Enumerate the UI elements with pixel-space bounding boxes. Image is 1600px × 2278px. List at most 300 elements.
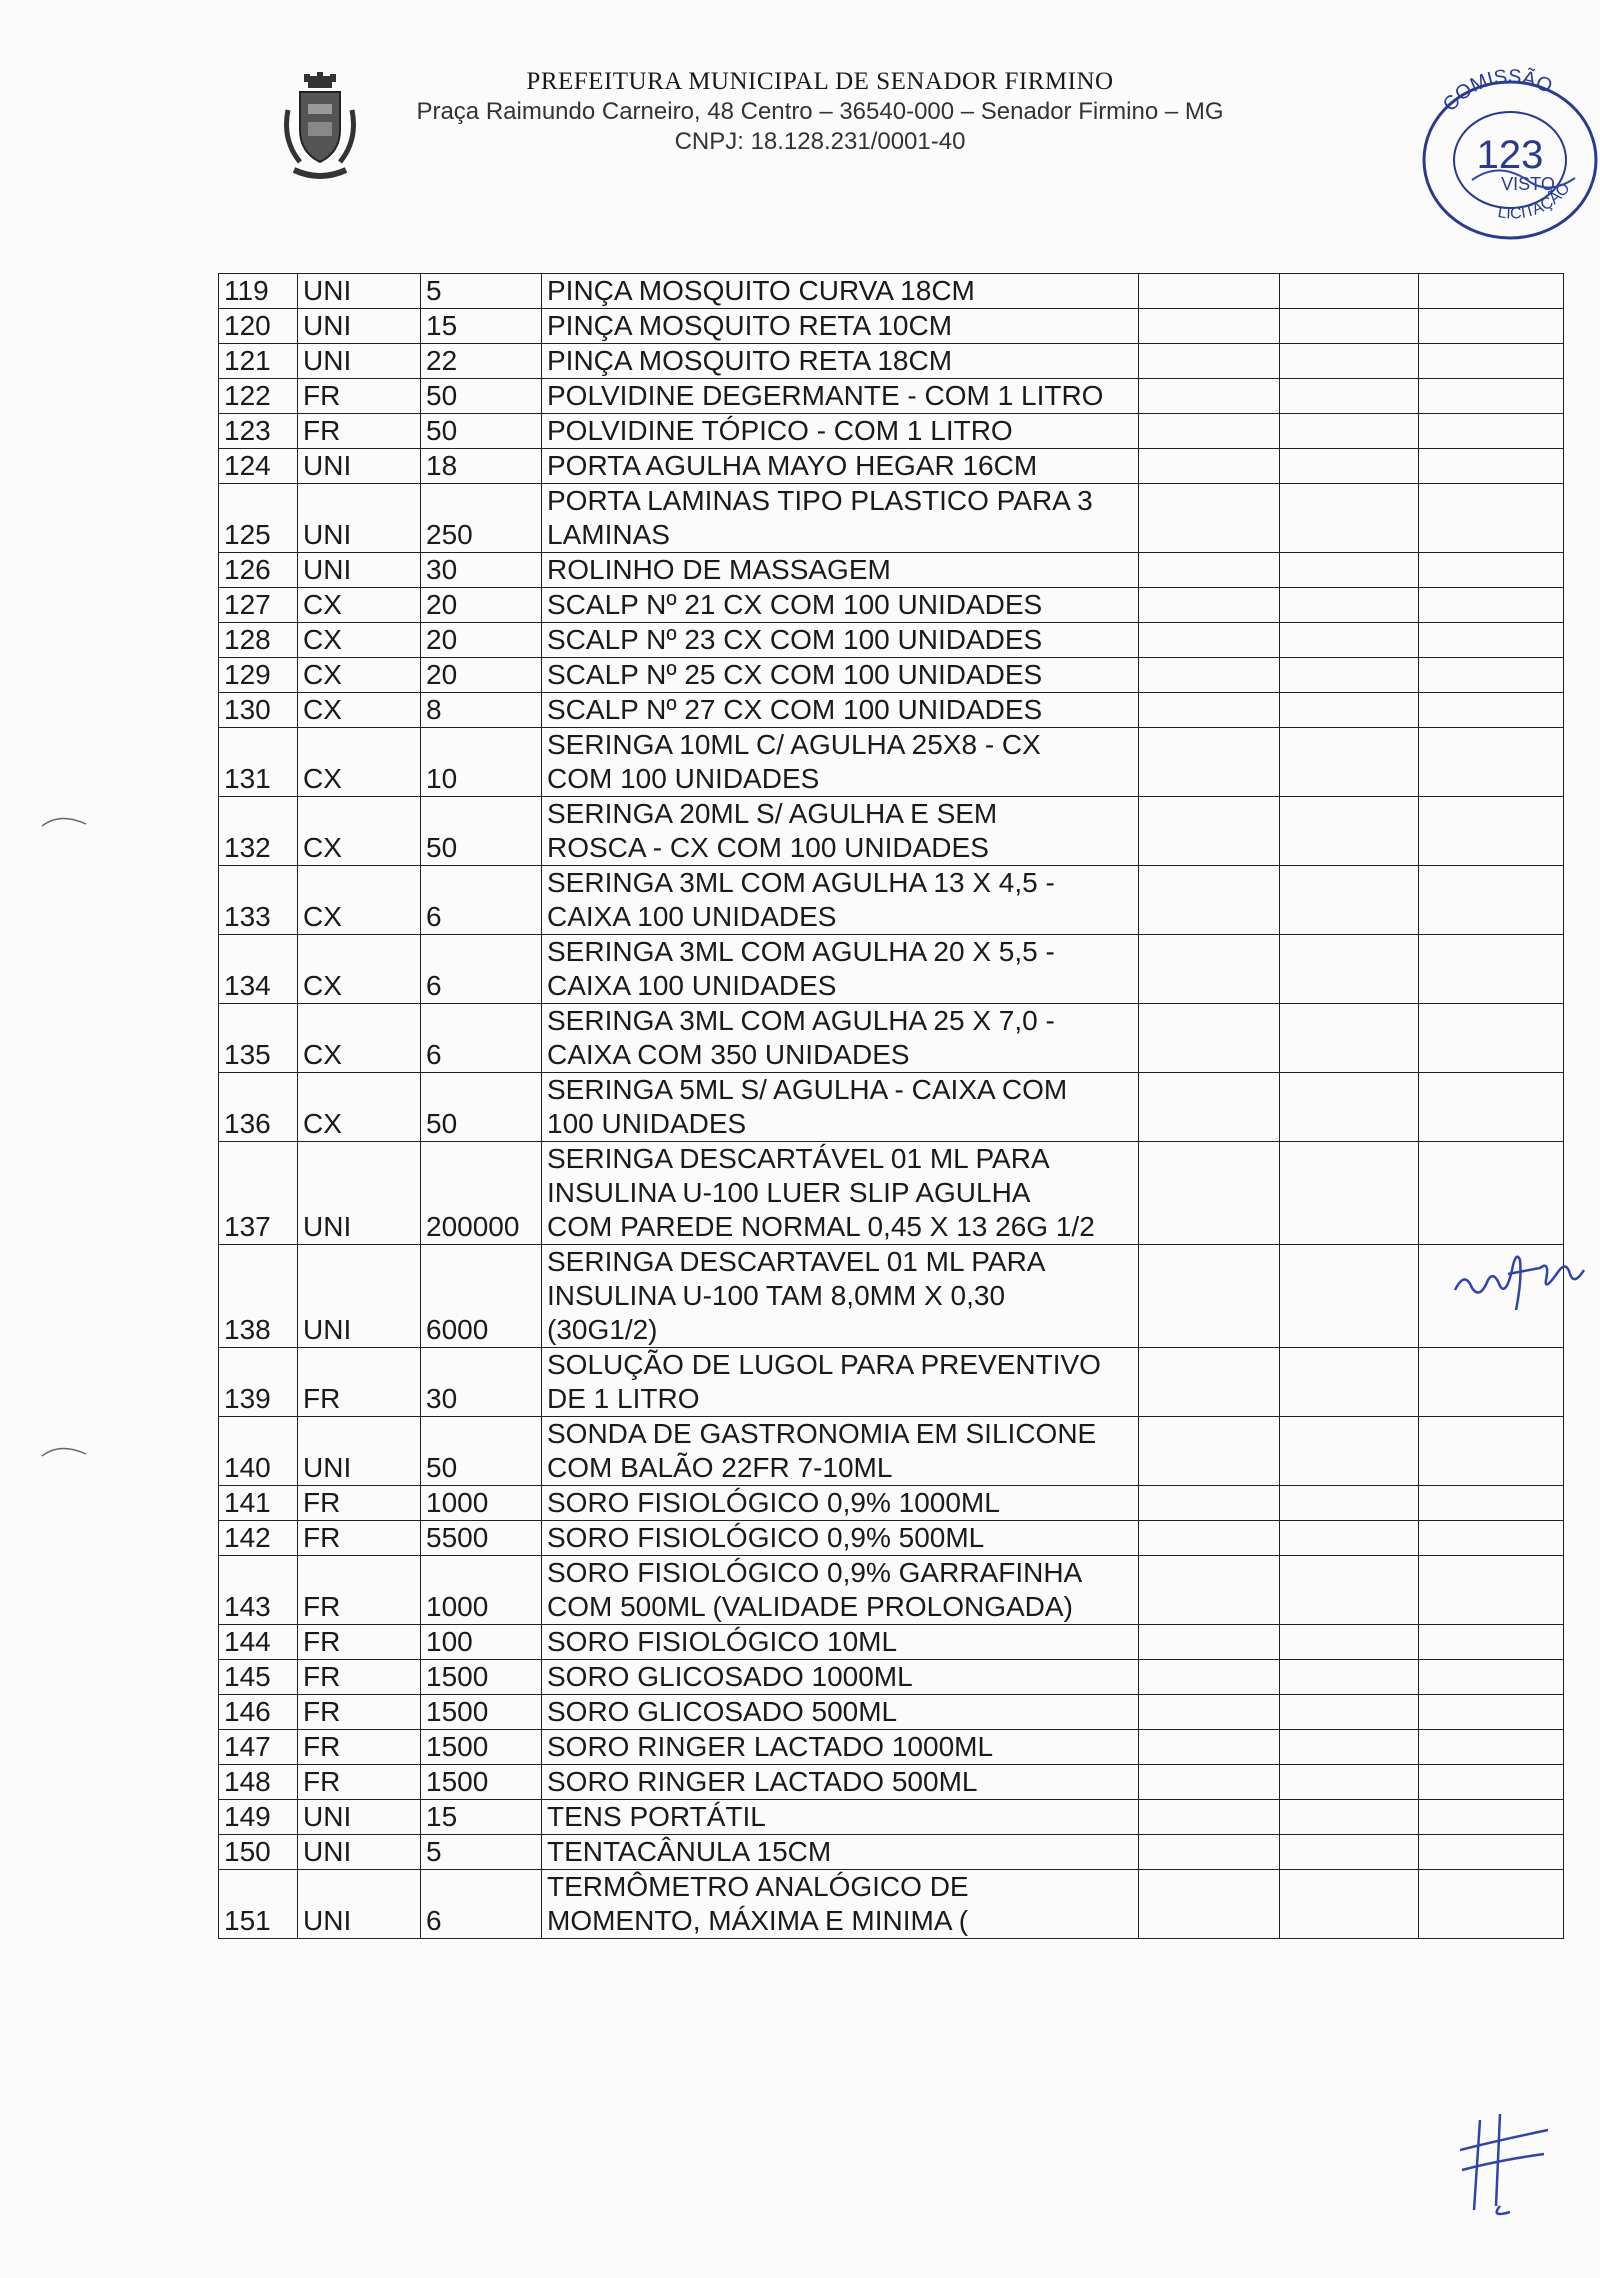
empty-cell bbox=[1280, 658, 1419, 693]
stamp-text-top: COMISSÃO bbox=[1438, 65, 1556, 116]
item-description-line: SCALP Nº 25 CX COM 100 UNIDADES bbox=[547, 659, 1043, 690]
item-number: 151 bbox=[219, 1870, 298, 1939]
empty-cell bbox=[1139, 309, 1280, 344]
table-row bbox=[219, 1800, 1564, 1835]
item-quantity: 10 bbox=[421, 728, 542, 797]
empty-cell bbox=[1139, 1870, 1280, 1939]
empty-cell bbox=[1419, 1625, 1564, 1660]
table-row bbox=[219, 449, 1564, 484]
item-description bbox=[542, 449, 1139, 484]
empty-cell bbox=[1419, 1073, 1564, 1142]
empty-cell bbox=[1280, 1073, 1419, 1142]
empty-cell bbox=[1280, 274, 1419, 309]
table-row bbox=[219, 588, 1564, 623]
item-unit: FR bbox=[298, 379, 421, 414]
item-quantity: 1500 bbox=[421, 1730, 542, 1765]
table-row bbox=[219, 728, 1564, 797]
item-description-line: SORO RINGER LACTADO 1000ML bbox=[547, 1731, 994, 1762]
table-row bbox=[219, 1695, 1564, 1730]
item-description bbox=[542, 623, 1139, 658]
item-description bbox=[542, 1800, 1139, 1835]
item-number: 121 bbox=[219, 344, 298, 379]
letterhead-title: PREFEITURA MUNICIPAL DE SENADOR FIRMINO bbox=[526, 68, 1114, 95]
margin-mark bbox=[40, 1440, 90, 1460]
item-description-line: SERINGA 3ML COM AGULHA 13 X 4,5 - bbox=[547, 867, 1055, 898]
table-row bbox=[219, 693, 1564, 728]
item-description-line: SERINGA 10ML C/ AGULHA 25X8 - CX bbox=[547, 729, 1041, 760]
item-quantity: 6 bbox=[421, 935, 542, 1004]
item-number: 146 bbox=[219, 1695, 298, 1730]
item-description-line: SERINGA DESCARTAVEL 01 ML PARA bbox=[547, 1246, 1046, 1277]
item-description-line: SERINGA 20ML S/ AGULHA E SEM bbox=[547, 798, 998, 829]
table-row bbox=[219, 1486, 1564, 1521]
item-description-line: TENTACÂNULA 15CM bbox=[547, 1836, 832, 1867]
items-table bbox=[218, 273, 1564, 1939]
empty-cell bbox=[1139, 553, 1280, 588]
table-row bbox=[219, 797, 1564, 866]
item-unit: FR bbox=[298, 1556, 421, 1625]
item-description bbox=[542, 658, 1139, 693]
item-quantity: 6 bbox=[421, 1004, 542, 1073]
item-description bbox=[542, 344, 1139, 379]
item-quantity: 1000 bbox=[421, 1486, 542, 1521]
item-description bbox=[542, 1870, 1139, 1939]
item-quantity: 8 bbox=[421, 693, 542, 728]
item-number: 145 bbox=[219, 1660, 298, 1695]
empty-cell bbox=[1139, 379, 1280, 414]
item-quantity: 1500 bbox=[421, 1695, 542, 1730]
empty-cell bbox=[1139, 449, 1280, 484]
empty-cell bbox=[1280, 484, 1419, 553]
item-unit: FR bbox=[298, 1765, 421, 1800]
empty-cell bbox=[1280, 1695, 1419, 1730]
item-description bbox=[542, 274, 1139, 309]
empty-cell bbox=[1280, 1625, 1419, 1660]
empty-cell bbox=[1280, 414, 1419, 449]
item-description-line: COM 100 UNIDADES bbox=[547, 763, 820, 794]
item-number: 132 bbox=[219, 797, 298, 866]
item-quantity: 20 bbox=[421, 658, 542, 693]
item-description-line: SOLUÇÃO DE LUGOL PARA PREVENTIVO bbox=[547, 1349, 1101, 1380]
empty-cell bbox=[1139, 1073, 1280, 1142]
item-description bbox=[542, 588, 1139, 623]
item-number: 150 bbox=[219, 1835, 298, 1870]
empty-cell bbox=[1139, 1004, 1280, 1073]
item-quantity: 5 bbox=[421, 1835, 542, 1870]
empty-cell bbox=[1280, 553, 1419, 588]
commission-stamp bbox=[1410, 60, 1600, 240]
table-row bbox=[219, 1765, 1564, 1800]
empty-cell bbox=[1139, 1730, 1280, 1765]
item-description bbox=[542, 484, 1139, 553]
empty-cell bbox=[1280, 1556, 1419, 1625]
empty-cell bbox=[1419, 1765, 1564, 1800]
table-row bbox=[219, 484, 1564, 553]
empty-cell bbox=[1419, 1835, 1564, 1870]
empty-cell bbox=[1419, 935, 1564, 1004]
item-number: 131 bbox=[219, 728, 298, 797]
table-row bbox=[219, 1556, 1564, 1625]
item-number: 133 bbox=[219, 866, 298, 935]
table-row bbox=[219, 1870, 1564, 1939]
item-unit: FR bbox=[298, 1625, 421, 1660]
item-description-line: CAIXA COM 350 UNIDADES bbox=[547, 1039, 910, 1070]
item-description-line: SERINGA DESCARTÁVEL 01 ML PARA bbox=[547, 1143, 1050, 1174]
item-description bbox=[542, 553, 1139, 588]
item-number: 135 bbox=[219, 1004, 298, 1073]
empty-cell bbox=[1139, 1486, 1280, 1521]
item-unit: CX bbox=[298, 1073, 421, 1142]
item-description-line: SORO GLICOSADO 500ML bbox=[547, 1696, 898, 1727]
empty-cell bbox=[1280, 379, 1419, 414]
item-unit: UNI bbox=[298, 553, 421, 588]
empty-cell bbox=[1419, 1730, 1564, 1765]
item-number: 126 bbox=[219, 553, 298, 588]
empty-cell bbox=[1419, 1870, 1564, 1939]
table-row bbox=[219, 1521, 1564, 1556]
item-description-line: PINÇA MOSQUITO RETA 10CM bbox=[547, 310, 953, 341]
stamp-number: 123 bbox=[1476, 133, 1544, 177]
table-row bbox=[219, 935, 1564, 1004]
item-unit: CX bbox=[298, 658, 421, 693]
item-quantity: 50 bbox=[421, 1417, 542, 1486]
item-unit: FR bbox=[298, 414, 421, 449]
table-row bbox=[219, 274, 1564, 309]
empty-cell bbox=[1419, 693, 1564, 728]
item-number: 128 bbox=[219, 623, 298, 658]
item-description-line: SORO FISIOLÓGICO 0,9% GARRAFINHA bbox=[547, 1557, 1083, 1588]
empty-cell bbox=[1280, 1521, 1419, 1556]
item-description-line: 100 UNIDADES bbox=[547, 1108, 747, 1139]
table-row bbox=[219, 1004, 1564, 1073]
empty-cell bbox=[1280, 1800, 1419, 1835]
table-row bbox=[219, 379, 1564, 414]
item-description-line: DE 1 LITRO bbox=[547, 1383, 700, 1414]
empty-cell bbox=[1139, 623, 1280, 658]
empty-cell bbox=[1139, 414, 1280, 449]
empty-cell bbox=[1419, 1004, 1564, 1073]
item-description-line: SCALP Nº 27 CX COM 100 UNIDADES bbox=[547, 694, 1043, 725]
item-number: 129 bbox=[219, 658, 298, 693]
item-description-line: TERMÔMETRO ANALÓGICO DE bbox=[547, 1871, 969, 1902]
empty-cell bbox=[1280, 623, 1419, 658]
item-description bbox=[542, 1348, 1139, 1417]
item-quantity: 1500 bbox=[421, 1765, 542, 1800]
item-number: 139 bbox=[219, 1348, 298, 1417]
empty-cell bbox=[1139, 344, 1280, 379]
item-quantity: 18 bbox=[421, 449, 542, 484]
empty-cell bbox=[1419, 1486, 1564, 1521]
item-description bbox=[542, 1625, 1139, 1660]
empty-cell bbox=[1419, 379, 1564, 414]
item-description bbox=[542, 1417, 1139, 1486]
empty-cell bbox=[1139, 1521, 1280, 1556]
item-description-line: COM BALÃO 22FR 7-10ML bbox=[547, 1452, 893, 1483]
item-description bbox=[542, 309, 1139, 344]
empty-cell bbox=[1139, 484, 1280, 553]
empty-cell bbox=[1139, 1417, 1280, 1486]
table-row bbox=[219, 1142, 1564, 1245]
empty-cell bbox=[1419, 588, 1564, 623]
empty-cell bbox=[1419, 449, 1564, 484]
item-description-line: PORTA LAMINAS TIPO PLASTICO PARA 3 bbox=[547, 485, 1093, 516]
item-unit: UNI bbox=[298, 309, 421, 344]
empty-cell bbox=[1280, 588, 1419, 623]
item-number: 125 bbox=[219, 484, 298, 553]
empty-cell bbox=[1280, 797, 1419, 866]
empty-cell bbox=[1419, 1660, 1564, 1695]
empty-cell bbox=[1419, 1348, 1564, 1417]
item-description-line: POLVIDINE DEGERMANTE - COM 1 LITRO bbox=[547, 380, 1104, 411]
item-unit: UNI bbox=[298, 1142, 421, 1245]
empty-cell bbox=[1280, 1660, 1419, 1695]
item-unit: CX bbox=[298, 693, 421, 728]
table-row bbox=[219, 1835, 1564, 1870]
item-quantity: 5 bbox=[421, 274, 542, 309]
empty-cell bbox=[1419, 484, 1564, 553]
empty-cell bbox=[1139, 1625, 1280, 1660]
item-description-line: POLVIDINE TÓPICO - COM 1 LITRO bbox=[547, 415, 1013, 446]
empty-cell bbox=[1280, 1245, 1419, 1348]
item-quantity: 5500 bbox=[421, 1521, 542, 1556]
item-unit: FR bbox=[298, 1521, 421, 1556]
item-description-line: SORO GLICOSADO 1000ML bbox=[547, 1661, 913, 1692]
item-description bbox=[542, 1730, 1139, 1765]
item-number: 149 bbox=[219, 1800, 298, 1835]
item-quantity: 15 bbox=[421, 1800, 542, 1835]
item-unit: CX bbox=[298, 728, 421, 797]
item-quantity: 50 bbox=[421, 379, 542, 414]
item-description-line: PINÇA MOSQUITO CURVA 18CM bbox=[547, 275, 975, 306]
empty-cell bbox=[1139, 866, 1280, 935]
item-description-line: CAIXA 100 UNIDADES bbox=[547, 970, 837, 1001]
item-quantity: 50 bbox=[421, 1073, 542, 1142]
item-quantity: 30 bbox=[421, 1348, 542, 1417]
empty-cell bbox=[1280, 1835, 1419, 1870]
item-number: 141 bbox=[219, 1486, 298, 1521]
item-description-line: INSULINA U-100 LUER SLIP AGULHA bbox=[547, 1177, 1031, 1208]
item-number: 144 bbox=[219, 1625, 298, 1660]
letterhead bbox=[0, 68, 1600, 156]
table-row bbox=[219, 623, 1564, 658]
item-number: 142 bbox=[219, 1521, 298, 1556]
item-unit: UNI bbox=[298, 449, 421, 484]
empty-cell bbox=[1280, 693, 1419, 728]
item-quantity: 1000 bbox=[421, 1556, 542, 1625]
item-number: 134 bbox=[219, 935, 298, 1004]
item-quantity: 100 bbox=[421, 1625, 542, 1660]
item-number: 143 bbox=[219, 1556, 298, 1625]
item-description-line: LAMINAS bbox=[547, 519, 670, 550]
table-row bbox=[219, 1348, 1564, 1417]
empty-cell bbox=[1280, 1870, 1419, 1939]
item-description-line: SONDA DE GASTRONOMIA EM SILICONE bbox=[547, 1418, 1097, 1449]
item-description bbox=[542, 1486, 1139, 1521]
empty-cell bbox=[1419, 1521, 1564, 1556]
item-description-line: INSULINA U-100 TAM 8,0MM X 0,30 bbox=[547, 1280, 1006, 1311]
item-description-line: PINÇA MOSQUITO RETA 18CM bbox=[547, 345, 953, 376]
item-description-line: (30G1/2) bbox=[547, 1314, 658, 1345]
item-description-line: SORO FISIOLÓGICO 0,9% 1000ML bbox=[547, 1487, 1000, 1518]
item-unit: CX bbox=[298, 797, 421, 866]
item-number: 137 bbox=[219, 1142, 298, 1245]
empty-cell bbox=[1139, 1556, 1280, 1625]
item-number: 136 bbox=[219, 1073, 298, 1142]
empty-cell bbox=[1419, 866, 1564, 935]
item-quantity: 50 bbox=[421, 797, 542, 866]
table-row bbox=[219, 1625, 1564, 1660]
empty-cell bbox=[1419, 728, 1564, 797]
item-number: 124 bbox=[219, 449, 298, 484]
letterhead-address: Praça Raimundo Carneiro, 48 Centro – 36540-000 – Senador Firmino – MG bbox=[416, 98, 1224, 125]
item-description-line: SCALP Nº 23 CX COM 100 UNIDADES bbox=[547, 624, 1043, 655]
item-description-line: SERINGA 3ML COM AGULHA 20 X 5,5 - bbox=[547, 936, 1055, 967]
item-unit: CX bbox=[298, 588, 421, 623]
item-quantity: 1500 bbox=[421, 1660, 542, 1695]
empty-cell bbox=[1419, 1417, 1564, 1486]
item-description bbox=[542, 797, 1139, 866]
table-row bbox=[219, 553, 1564, 588]
item-description bbox=[542, 1660, 1139, 1695]
empty-cell bbox=[1139, 1245, 1280, 1348]
empty-cell bbox=[1280, 935, 1419, 1004]
item-description-line: MOMENTO, MÁXIMA E MINIMA ( bbox=[547, 1905, 969, 1936]
item-unit: UNI bbox=[298, 274, 421, 309]
item-description-line: SCALP Nº 21 CX COM 100 UNIDADES bbox=[547, 589, 1043, 620]
empty-cell bbox=[1139, 1348, 1280, 1417]
item-unit: CX bbox=[298, 1004, 421, 1073]
item-unit: UNI bbox=[298, 1870, 421, 1939]
item-unit: FR bbox=[298, 1730, 421, 1765]
empty-cell bbox=[1139, 1142, 1280, 1245]
letterhead-cnpj: CNPJ: 18.128.231/0001-40 bbox=[674, 128, 966, 155]
item-description bbox=[542, 1004, 1139, 1073]
item-number: 130 bbox=[219, 693, 298, 728]
empty-cell bbox=[1139, 274, 1280, 309]
empty-cell bbox=[1139, 588, 1280, 623]
item-unit: CX bbox=[298, 866, 421, 935]
item-quantity: 6 bbox=[421, 866, 542, 935]
table-row bbox=[219, 658, 1564, 693]
item-number: 122 bbox=[219, 379, 298, 414]
items-table-body bbox=[219, 274, 1564, 1939]
item-quantity: 15 bbox=[421, 309, 542, 344]
item-description-line: CAIXA 100 UNIDADES bbox=[547, 901, 837, 932]
item-quantity: 6 bbox=[421, 1870, 542, 1939]
empty-cell bbox=[1419, 1556, 1564, 1625]
empty-cell bbox=[1139, 1695, 1280, 1730]
item-description-line: ROSCA - CX COM 100 UNIDADES bbox=[547, 832, 989, 863]
item-unit: UNI bbox=[298, 1800, 421, 1835]
item-unit: UNI bbox=[298, 1835, 421, 1870]
item-number: 148 bbox=[219, 1765, 298, 1800]
empty-cell bbox=[1280, 866, 1419, 935]
empty-cell bbox=[1139, 1835, 1280, 1870]
item-quantity: 6000 bbox=[421, 1245, 542, 1348]
empty-cell bbox=[1280, 1486, 1419, 1521]
item-quantity: 30 bbox=[421, 553, 542, 588]
item-number: 123 bbox=[219, 414, 298, 449]
table-row bbox=[219, 1073, 1564, 1142]
item-quantity: 22 bbox=[421, 344, 542, 379]
handwritten-initials bbox=[1460, 2110, 1550, 2220]
empty-cell bbox=[1139, 1765, 1280, 1800]
empty-cell bbox=[1280, 1004, 1419, 1073]
empty-cell bbox=[1139, 693, 1280, 728]
empty-cell bbox=[1139, 1800, 1280, 1835]
table-row bbox=[219, 414, 1564, 449]
item-description-line: SERINGA 3ML COM AGULHA 25 X 7,0 - bbox=[547, 1005, 1055, 1036]
item-description-line: PORTA AGULHA MAYO HEGAR 16CM bbox=[547, 450, 1038, 481]
item-unit: FR bbox=[298, 1486, 421, 1521]
table-row bbox=[219, 1660, 1564, 1695]
item-unit: CX bbox=[298, 623, 421, 658]
empty-cell bbox=[1419, 553, 1564, 588]
empty-cell bbox=[1419, 274, 1564, 309]
empty-cell bbox=[1280, 1142, 1419, 1245]
item-quantity: 200000 bbox=[421, 1142, 542, 1245]
empty-cell bbox=[1139, 935, 1280, 1004]
empty-cell bbox=[1419, 658, 1564, 693]
table-row bbox=[219, 1245, 1564, 1348]
item-description-line: SORO FISIOLÓGICO 0,9% 500ML bbox=[547, 1522, 985, 1553]
handwritten-signature bbox=[1450, 1230, 1590, 1320]
empty-cell bbox=[1280, 728, 1419, 797]
empty-cell bbox=[1280, 309, 1419, 344]
item-description bbox=[542, 1556, 1139, 1625]
empty-cell bbox=[1419, 309, 1564, 344]
item-description bbox=[542, 693, 1139, 728]
empty-cell bbox=[1419, 414, 1564, 449]
item-description bbox=[542, 1835, 1139, 1870]
item-quantity: 20 bbox=[421, 588, 542, 623]
empty-cell bbox=[1280, 1417, 1419, 1486]
empty-cell bbox=[1419, 623, 1564, 658]
margin-mark bbox=[40, 810, 90, 830]
item-description bbox=[542, 1142, 1139, 1245]
empty-cell bbox=[1280, 1348, 1419, 1417]
item-unit: UNI bbox=[298, 484, 421, 553]
item-description bbox=[542, 1765, 1139, 1800]
item-description-line: SERINGA 5ML S/ AGULHA - CAIXA COM bbox=[547, 1074, 1068, 1105]
empty-cell bbox=[1139, 728, 1280, 797]
empty-cell bbox=[1280, 1730, 1419, 1765]
table-row bbox=[219, 309, 1564, 344]
table-row bbox=[219, 344, 1564, 379]
item-unit: FR bbox=[298, 1695, 421, 1730]
item-number: 119 bbox=[219, 274, 298, 309]
item-description bbox=[542, 935, 1139, 1004]
item-quantity: 250 bbox=[421, 484, 542, 553]
item-unit: FR bbox=[298, 1660, 421, 1695]
item-number: 138 bbox=[219, 1245, 298, 1348]
empty-cell bbox=[1139, 1660, 1280, 1695]
empty-cell bbox=[1419, 797, 1564, 866]
item-unit: UNI bbox=[298, 1417, 421, 1486]
item-description bbox=[542, 1245, 1139, 1348]
table-row bbox=[219, 1730, 1564, 1765]
empty-cell bbox=[1139, 797, 1280, 866]
item-description-line: ROLINHO DE MASSAGEM bbox=[547, 554, 891, 585]
item-description-line: SORO RINGER LACTADO 500ML bbox=[547, 1766, 978, 1797]
item-number: 120 bbox=[219, 309, 298, 344]
item-number: 147 bbox=[219, 1730, 298, 1765]
item-quantity: 20 bbox=[421, 623, 542, 658]
item-unit: UNI bbox=[298, 1245, 421, 1348]
empty-cell bbox=[1419, 344, 1564, 379]
svg-text:COMISSÃO bbox=[1439, 65, 1556, 116]
item-unit: FR bbox=[298, 1348, 421, 1417]
